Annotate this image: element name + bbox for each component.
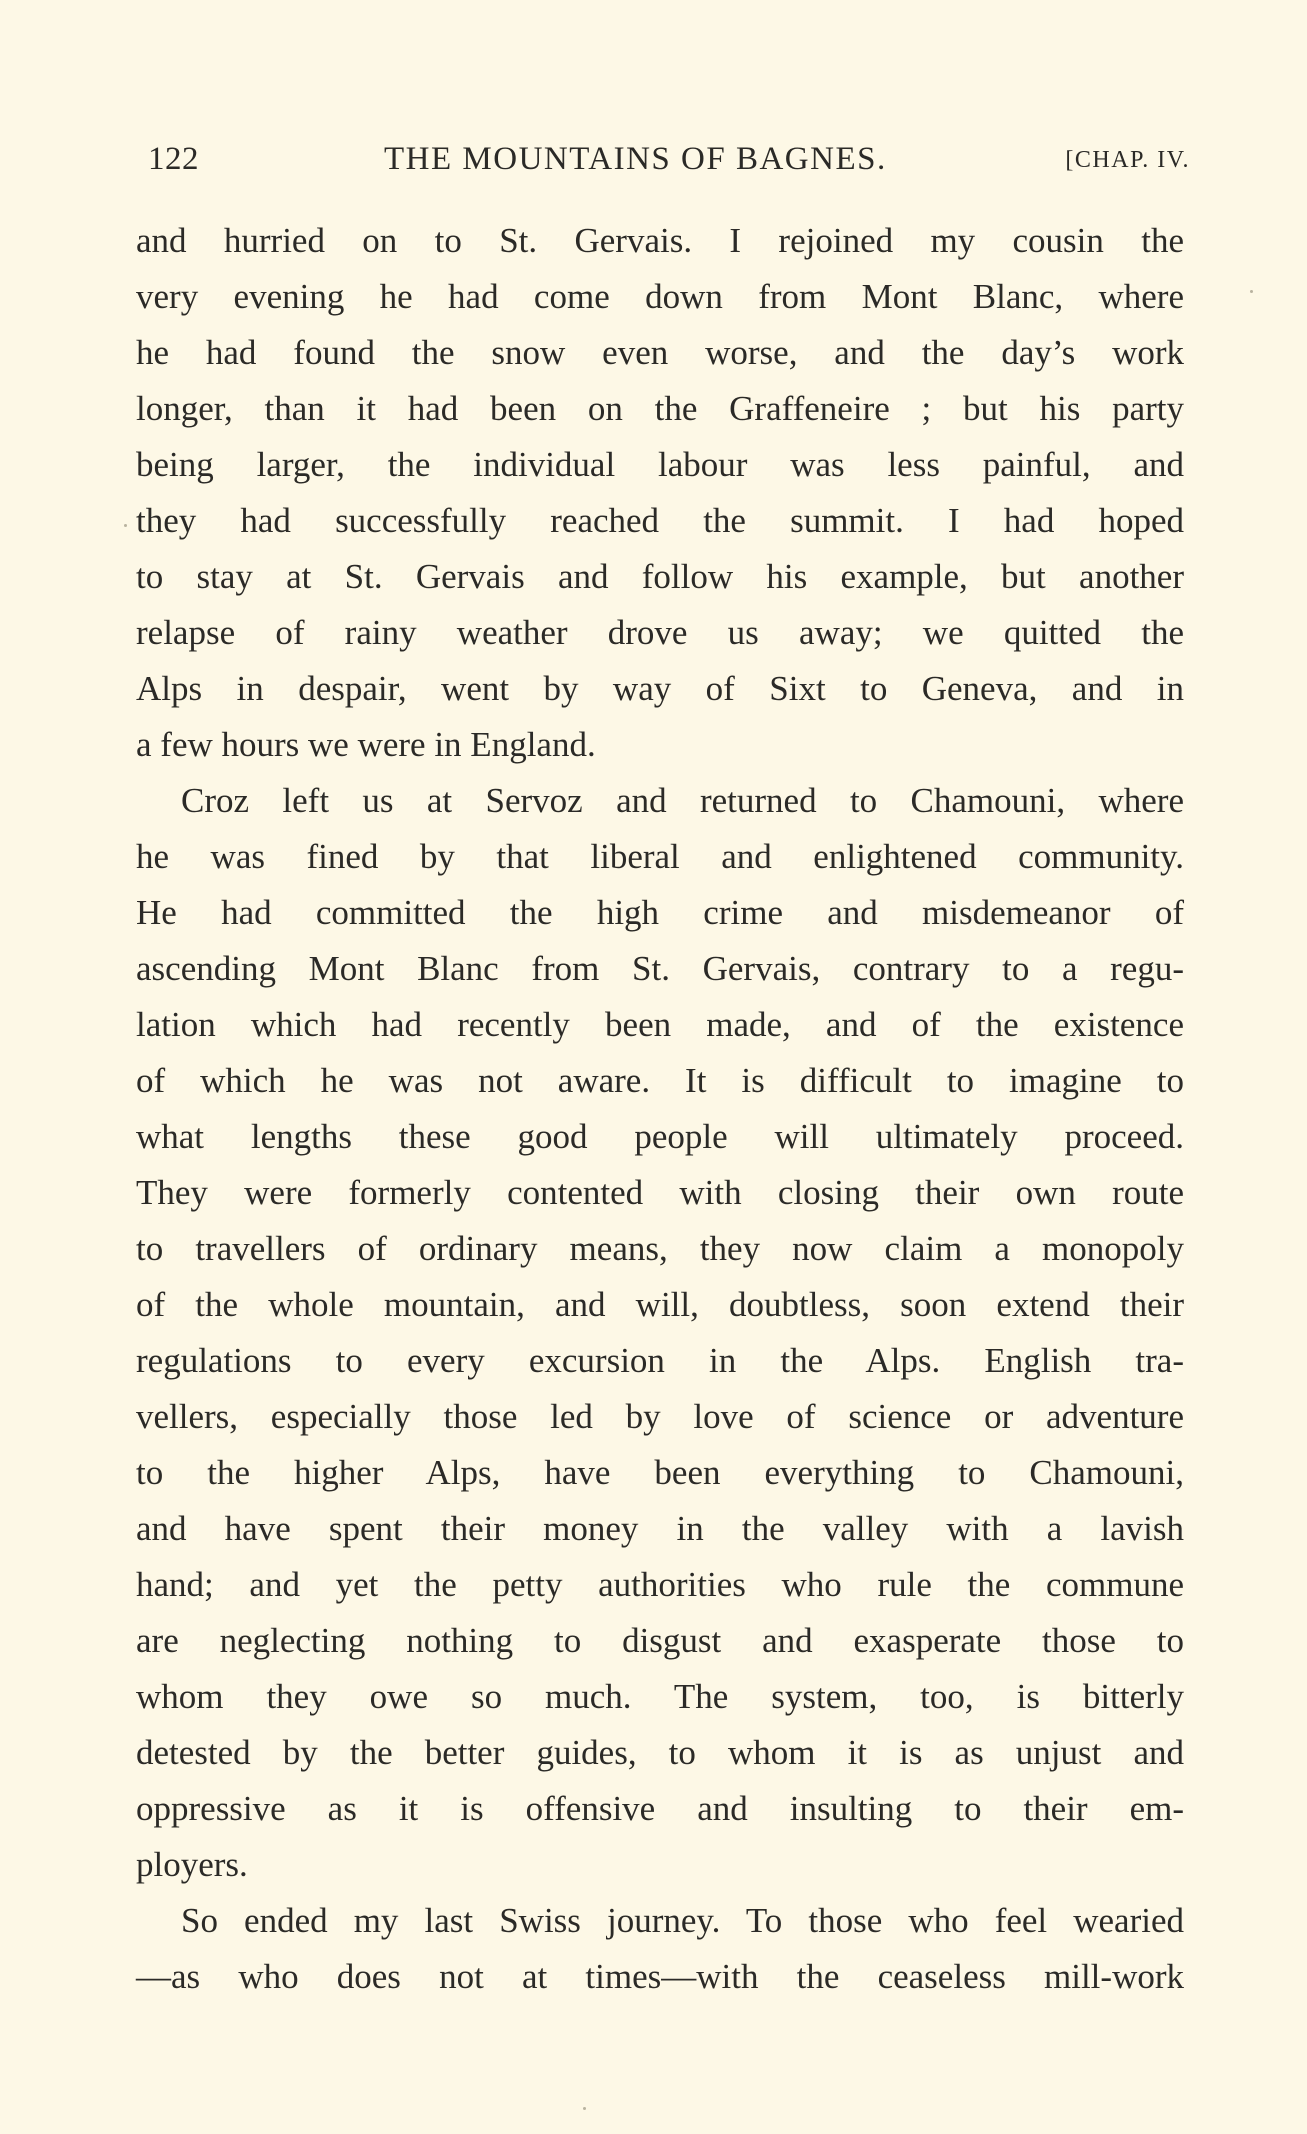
text-line: are neglecting nothing to disgust and exasperate those to — [136, 1621, 1184, 1660]
text-line: detested by the better guides, to whom it is as unjust and — [136, 1733, 1184, 1772]
text-line: and hurried on to St. Gervais. I rejoined my cousin the — [136, 221, 1184, 260]
text-line: very evening he had come down from Mont Blanc, where — [136, 277, 1184, 316]
text-line: and have spent their money in the valley with a lavish — [136, 1509, 1184, 1548]
text-line: longer, than it had been on the Graffeneire ; but his party — [136, 389, 1184, 428]
chapter-reference: [CHAP. IV. — [1065, 147, 1190, 173]
text-line: whom they owe so much. The system, too, is bitterly — [136, 1677, 1184, 1716]
text-line: lation which had recently been made, and of the existence — [136, 1005, 1184, 1044]
text-line: ascending Mont Blanc from St. Gervais, contrary to a regu- — [136, 949, 1184, 988]
text-line: So ended my last Swiss journey. To those who feel wearied — [181, 1901, 1184, 1940]
text-line: a few hours we were in England. — [136, 725, 596, 764]
text-line: to stay at St. Gervais and follow his example, but another — [136, 557, 1184, 596]
text-line: Croz left us at Servoz and returned to Chamouni, where — [181, 781, 1184, 820]
text-line: oppressive as it is offensive and insulting to their em- — [136, 1789, 1184, 1828]
text-line: regulations to every excursion in the Alps. English tra- — [136, 1341, 1184, 1380]
text-line: being larger, the individual labour was less painful, and — [136, 445, 1184, 484]
text-line: to travellers of ordinary means, they now claim a monopoly — [136, 1229, 1184, 1268]
paper-speck — [583, 2107, 586, 2110]
text-line: hand; and yet the petty authorities who rule the commune — [136, 1565, 1184, 1604]
text-line: he had found the snow even worse, and the day’s work — [136, 333, 1184, 372]
text-line: of the whole mountain, and will, doubtless, soon extend their — [136, 1285, 1184, 1324]
text-line: ployers. — [136, 1845, 248, 1884]
page-number: 122 — [148, 141, 199, 177]
running-title: THE MOUNTAINS OF BAGNES. — [384, 141, 887, 177]
text-line: They were formerly contented with closing their own route — [136, 1173, 1184, 1212]
text-line: Alps in despair, went by way of Sixt to Geneva, and in — [136, 669, 1184, 708]
text-line: He had committed the high crime and misdemeanor of — [136, 893, 1184, 932]
text-line: of which he was not aware. It is difficult to imagine to — [136, 1061, 1184, 1100]
text-line: —as who does not at times—with the ceaseless mill-work — [136, 1957, 1184, 1996]
text-line: to the higher Alps, have been everything to Chamouni, — [136, 1453, 1184, 1492]
text-line: vellers, especially those led by love of science or adventure — [136, 1397, 1184, 1436]
paper-speck — [124, 524, 127, 527]
text-line: what lengths these good people will ultimately proceed. — [136, 1117, 1184, 1156]
text-line: they had successfully reached the summit. I had hoped — [136, 501, 1184, 540]
text-line: relapse of rainy weather drove us away; we quitted the — [136, 613, 1184, 652]
text-line: he was fined by that liberal and enlightened community. — [136, 837, 1184, 876]
paper-speck — [1250, 290, 1253, 293]
page-header — [148, 141, 1190, 185]
